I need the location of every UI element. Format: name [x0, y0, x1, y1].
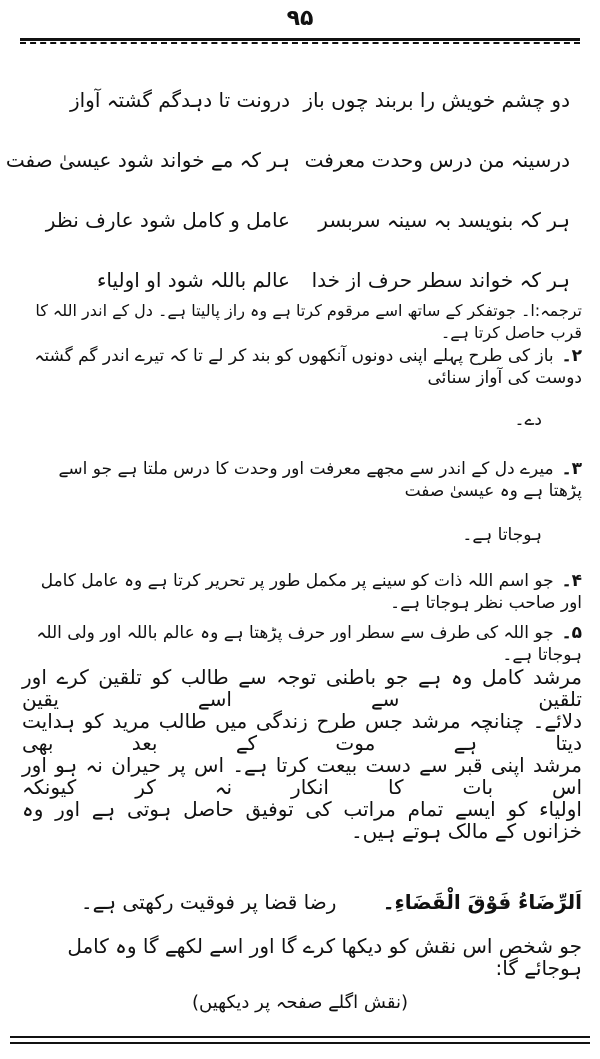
footer-divider — [10, 1036, 590, 1044]
item-text: باز کی طرح پہلے اپنی دونوں آنکھوں کو بند کر لے تا کہ تیرے اندر گم گشتہ دوست کی آواز سنائی — [34, 346, 582, 388]
header-divider — [20, 38, 580, 44]
translation-item — [22, 458, 582, 546]
item-text: جو اللہ کی طرف سے سطر اور حرف پڑھتا ہے وہ عالم باللہ اور ولی اللہ ہوجاتا ہے۔ — [36, 623, 582, 665]
item-number: ۳۔ — [561, 459, 582, 479]
translation-item — [22, 570, 582, 614]
paragraph-line: مرشد اپنی قبر سے دست بیعت کرتا ہے۔ اس پر حیران نہ ہو اور اس بات کا انکار نہ کر کیونکہ — [22, 753, 582, 799]
poem-hemistich-left: عالم باللہ شود او اولیاء — [96, 268, 290, 292]
arabic-quote-row — [22, 890, 582, 914]
poem-verse — [40, 70, 570, 130]
translation-item — [22, 345, 582, 431]
persian-poem — [5, 70, 570, 310]
item-continuation: ہوجاتا ہے۔ — [462, 525, 542, 545]
poem-verse — [40, 190, 570, 250]
poem-hemistich-right: درسینہ من درس وحدت معرفت — [304, 148, 570, 172]
item-number: ۴۔ — [561, 571, 582, 591]
translation-item — [22, 622, 582, 666]
quote-translation: رضا قضا پر فوقیت رکھتی ہے۔ — [80, 890, 337, 914]
paragraph-line: مرشد کامل وہ ہے جو باطنی توجہ سے طالب کو تلقین کرے اور تلقین سے اسے یقین — [22, 665, 582, 711]
item-text: میرے دل کے اندر سے مجھے معرفت اور وحدت کا درس ملتا ہے جو اسے پڑھتا ہے وہ عیسیٰ صفت — [58, 459, 582, 501]
poem-hemistich-left: درونت تا دہدگم گشتہ آواز — [69, 88, 290, 112]
next-page-note: (نقش اگلے صفحہ پر دیکھیں) — [192, 992, 408, 1013]
paragraph-line: اولیاء کو ایسے تمام مراتب کی توفیق حاصل ہوتی ہے اور وہ خزانوں کے مالک ہوتے ہیں۔ — [22, 797, 582, 843]
poem-hemistich-right: دو چشم خویش را بربند چوں باز — [303, 88, 570, 112]
poem-hemistich-left: ہر کہ مے خواند شود عیسیٰ صفت — [5, 148, 290, 172]
poem-hemistich-right: ہر کہ بنویسد بہ سینہ سربسر — [318, 208, 570, 232]
poem-verse — [5, 130, 570, 190]
page-number: ۹۵ — [286, 6, 314, 31]
poem-hemistich-left: عامل و کامل شود عارف نظر — [45, 208, 290, 232]
item-number: ۵۔ — [561, 623, 582, 643]
translation-line: ترجمہ:ا۔ جوتفکر کے ساتھ اسے مرقوم کرتا ہے وہ راز پالیتا ہے۔ دل کے اندر اللہ کا قرب حاصل کرتا ہے۔ — [35, 301, 582, 342]
closing-line: جو شخص اس نقش کو دیکھا کرے گا اور اسے لکھے گا وہ کامل ہوجائے گا: — [67, 934, 582, 980]
item-number: ۲۔ — [561, 346, 582, 366]
poem-hemistich-right: ہر کہ خواند سطر حرف از خدا — [311, 268, 570, 292]
arabic-quote: اَلرِّضَاءُ فَوْقَ الْقَضَاءِ۔ — [382, 890, 582, 914]
item-continuation: دے۔ — [514, 410, 542, 430]
item-text: جو اسم اللہ ذات کو سینے پر مکمل طور پر تحریر کرتا ہے وہ عامل کامل اور صاحب نظر ہوجاتا ہے۔ — [40, 571, 582, 613]
murshid-paragraph — [22, 666, 582, 842]
paragraph-line: دلائے۔ چنانچہ مرشد جس طرح زندگی میں طالب مرید کو ہدایت دیتا ہے موت کے بعد بھی — [22, 709, 582, 755]
